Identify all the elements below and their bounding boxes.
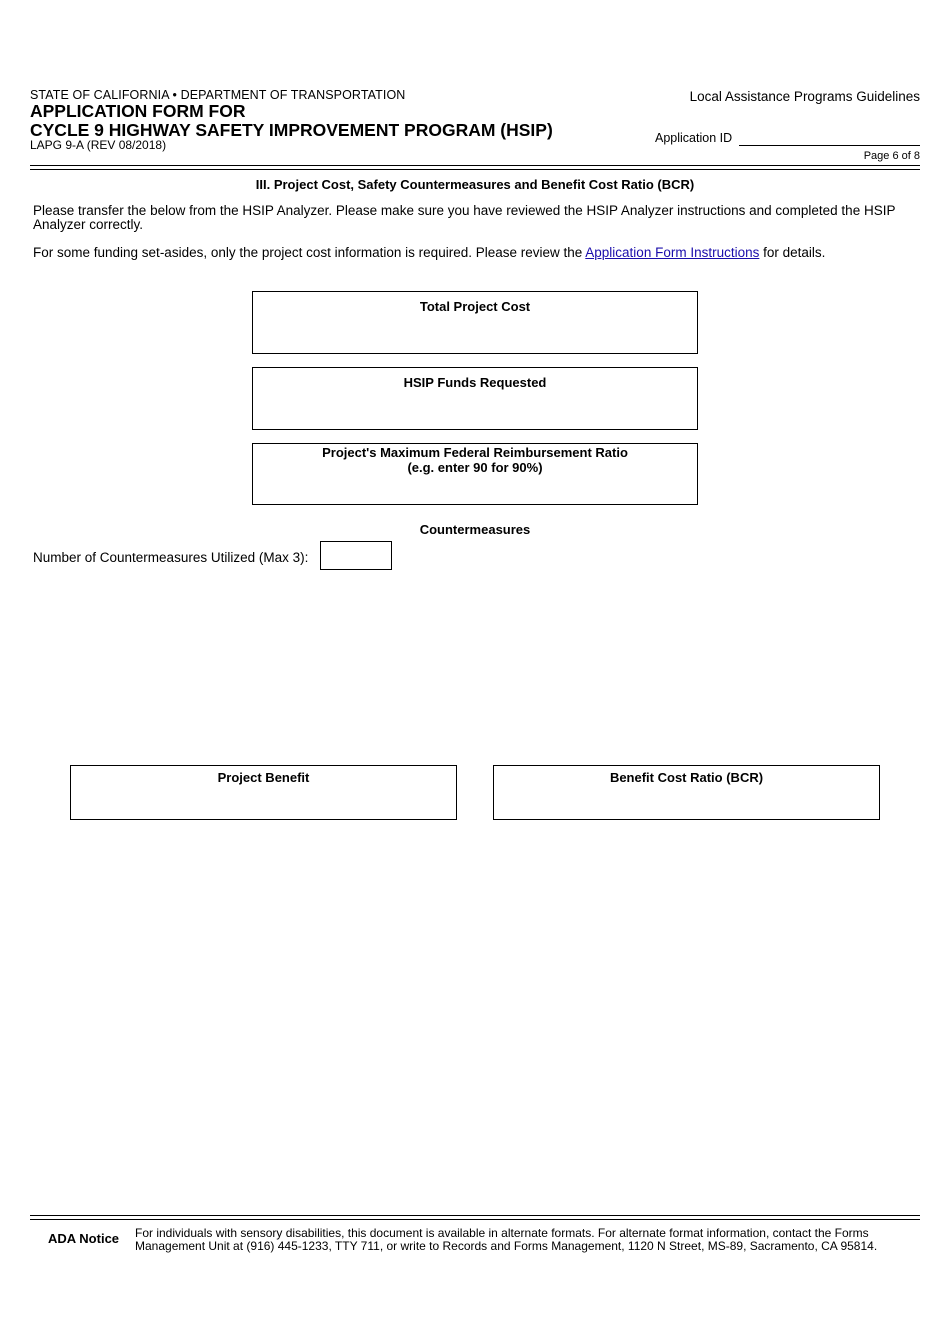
total-project-cost-label: Total Project Cost (419, 299, 531, 314)
set-aside-paragraph (33, 245, 825, 260)
instructions-paragraph: Please transfer the below from the HSIP Analyzer. Please make sure you have reviewed the HSIP Analyzer instructions and completed the HSIP Analyzer correctly. (33, 203, 896, 232)
project-benefit-field[interactable] (70, 765, 457, 820)
benefit-cost-ratio-field[interactable] (493, 765, 880, 820)
countermeasures-heading: Countermeasures (419, 522, 531, 537)
footer-divider-top (30, 1215, 920, 1216)
hsip-funds-requested-label: HSIP Funds Requested (403, 375, 547, 390)
guidelines-label: Local Assistance Programs Guidelines (689, 89, 920, 104)
application-id-field[interactable] (739, 145, 920, 146)
project-benefit-label: Project Benefit (217, 770, 310, 785)
max-federal-reimbursement-label-line2: (e.g. enter 90 for 90%) (407, 460, 543, 475)
application-form-instructions-link[interactable]: Application Form Instructions (585, 245, 760, 260)
hsip-funds-requested-field[interactable] (252, 367, 698, 430)
header-divider-top (30, 165, 920, 166)
max-federal-reimbursement-label (253, 445, 697, 475)
set-aside-text-before: For some funding set-asides, only the project cost information is required. Please review the (33, 245, 586, 260)
ada-notice-text: For individuals with sensory disabilities, this document is available in alternate formats. For alternate format information, contact the Forms Management Unit at (916) 445-1233, TTY 711, or write to Records and Forms Management, 1120 N Street, MS-89, Sacramento, CA 95814. (135, 1226, 878, 1253)
total-project-cost-field[interactable] (252, 291, 698, 354)
section-title: III. Project Cost, Safety Countermeasures and Benefit Cost Ratio (BCR) (255, 177, 695, 192)
ada-notice-label: ADA Notice (48, 1231, 120, 1246)
page-indicator: Page 6 of 8 (863, 150, 920, 162)
header-divider-bottom (30, 169, 920, 170)
max-federal-reimbursement-field[interactable] (252, 443, 698, 505)
footer-divider-bottom (30, 1219, 920, 1220)
application-id-label: Application ID (655, 131, 733, 145)
agency-line: STATE OF CALIFORNIA • DEPARTMENT OF TRANSPORTATION (30, 88, 406, 102)
form-title-line2: CYCLE 9 HIGHWAY SAFETY IMPROVEMENT PROGRAM (HSIP) (30, 120, 553, 140)
countermeasure-count-input[interactable] (320, 541, 392, 570)
benefit-cost-ratio-label: Benefit Cost Ratio (BCR) (609, 770, 764, 785)
set-aside-text-after: for details. (759, 245, 826, 260)
form-number: LAPG 9-A (REV 08/2018) (30, 138, 167, 152)
countermeasure-count-label: Number of Countermeasures Utilized (Max 3): (33, 550, 309, 565)
max-federal-reimbursement-label-line1: Project's Maximum Federal Reimbursement Ratio (322, 445, 628, 460)
form-title-line1: APPLICATION FORM FOR (30, 101, 246, 121)
